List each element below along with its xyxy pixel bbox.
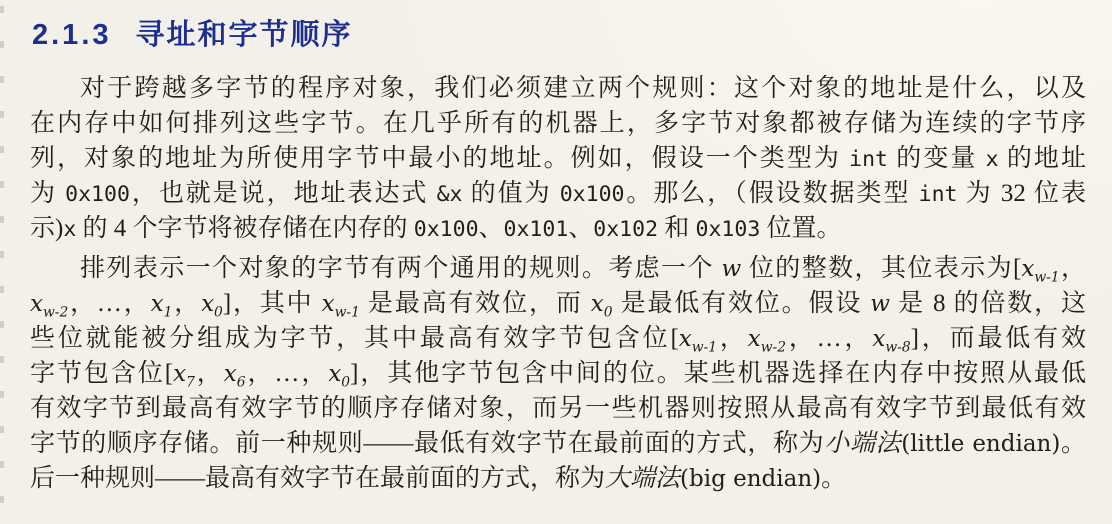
cjk-text: 示): [30, 215, 64, 242]
cjk-text: 。: [821, 465, 847, 492]
cjk-text: ，也就是说，地址表达式: [129, 180, 437, 207]
cjk-text: 、: [568, 215, 594, 242]
cjk-text: 。: [1060, 430, 1086, 457]
latin-text: (little endian): [901, 431, 1061, 457]
cjk-text: 的变量: [888, 145, 986, 172]
cjk-text: 是最高有效位，而: [359, 290, 591, 317]
text-line: [30, 71, 1086, 106]
math-subscript: 6: [236, 374, 246, 391]
math-var: $x_0$: [328, 361, 351, 391]
cjk-text: 字节包含位[: [30, 360, 174, 387]
code-token: &x: [436, 182, 463, 207]
math-var: $x_1$: [150, 291, 173, 321]
cjk-text: 后一种规则——最高有效字节在最前面的方式，称为: [30, 465, 606, 492]
cjk-text: 些位就能被分组成为字节，其中最高有效字节包含位[: [30, 325, 679, 352]
math-subscript: 1: [163, 304, 173, 321]
code-token: int: [918, 182, 958, 207]
cjk-text: ]，而最低有效: [910, 325, 1086, 352]
latin-text: (big endian): [680, 466, 822, 492]
cjk-text: ]，其他字节包含中间的位。某些机器选择在内存中按照从最低: [350, 360, 1086, 387]
paragraph: [30, 71, 1086, 246]
cjk-text: 的 4 个字节将被存储在内存的: [76, 215, 414, 242]
cjk-text: ，: [194, 360, 224, 387]
math-var: $x_0$: [590, 291, 613, 321]
cjk-text: 的值为: [462, 180, 560, 207]
cjk-text: 有效字节到最高有效字节的顺序存储对象，而另一些机器则按照从最高有效字节到最低有效: [30, 395, 1086, 422]
code-token: int: [849, 147, 889, 172]
cjk-text: 是最低有效位。假设: [612, 290, 871, 317]
code-token: 0x103: [695, 217, 761, 242]
cjk-text: ，: [1059, 255, 1086, 282]
cjk-text: 字节的顺序存储。前一种规则——最低有效字节在最前面的方式，称为: [30, 430, 825, 457]
math-subscript: 7: [186, 374, 195, 391]
cjk-text: ，: [717, 325, 748, 352]
cjk-text: ]，其中: [222, 290, 322, 317]
math-var: $x_0$: [201, 291, 223, 321]
text-line: [30, 251, 1086, 286]
math-subscript: w-8: [885, 339, 911, 356]
cjk-text: 为 32 位表: [957, 180, 1086, 207]
math-var: w: [870, 291, 890, 317]
cjk-text: ，…，: [68, 290, 151, 317]
code-token: 0x100: [559, 182, 625, 207]
text-line: [30, 211, 1086, 246]
math-var: $x_{w-2}$: [30, 291, 69, 321]
math-subscript: 0: [603, 304, 613, 321]
cjk-text: 排列表示一个对象的字节有两个通用的规则。考虑一个: [80, 255, 722, 282]
code-token: 0x100: [413, 217, 479, 242]
cjk-text: 位的整数，其位表示为[: [741, 255, 1022, 282]
cjk-text: 为: [30, 180, 66, 207]
text-line: [30, 426, 1086, 461]
math-var: $x_{w-8}$: [872, 326, 911, 356]
math-subscript: 0: [341, 374, 351, 391]
emphasis-term: 大端法: [605, 465, 681, 492]
math-subscript: w-1: [1034, 269, 1060, 286]
cjk-text: 位置。: [760, 215, 842, 242]
math-var: $x_{w-1}$: [321, 291, 360, 321]
section-heading: [32, 16, 1086, 54]
body-text: [30, 71, 1086, 496]
scan-edge-artifact: [0, 6, 4, 524]
cjk-text: 列，对象的地址为所使用字节中最小的地址。例如，假设一个类型为: [30, 145, 850, 172]
cjk-text: 。那么，（假设数据类型: [624, 180, 919, 207]
cjk-text: 在内存中如何排列这些字节。在几乎所有的机器上，多字节对象都被存储为连续的字节序: [30, 110, 1086, 137]
code-token: 0x100: [65, 182, 130, 207]
text-line: [30, 106, 1086, 141]
cjk-text: 是 8 的倍数，这: [889, 290, 1086, 317]
math-var: w: [721, 256, 742, 282]
math-subscript: w-1: [334, 304, 360, 321]
text-line: [30, 461, 1086, 496]
math-var: $x_7$: [173, 361, 195, 391]
text-line: [30, 391, 1086, 426]
cjk-text: 对于跨越多字节的程序对象，我们必须建立两个规则：这个对象的地址是什么，以及: [80, 75, 1086, 102]
cjk-text: 的地址: [998, 145, 1086, 172]
code-token: 0x102: [593, 217, 659, 242]
math-subscript: w-1: [691, 339, 718, 356]
cjk-text: ，…，: [245, 360, 329, 387]
math-var: $x_{w-2}$: [747, 326, 786, 356]
math-subscript: w-2: [42, 304, 69, 321]
section-title: 寻址和字节顺序: [135, 19, 353, 51]
math-var: $x_{w-1}$: [1021, 256, 1060, 286]
code-token: x: [63, 217, 77, 242]
paragraph: [30, 251, 1086, 496]
section-number: 2.1.3: [32, 19, 112, 51]
cjk-text: 、: [478, 215, 504, 242]
math-var: $x_6$: [223, 361, 246, 391]
cjk-text: 和: [658, 215, 696, 242]
cjk-text: ，: [172, 290, 202, 317]
math-var: $x_{w-1}$: [678, 326, 718, 356]
text-line: [30, 141, 1086, 176]
emphasis-term: 小端法: [824, 430, 902, 457]
code-token: x: [985, 147, 999, 172]
math-subscript: w-2: [760, 339, 786, 356]
code-token: 0x101: [503, 217, 569, 242]
text-line: [30, 321, 1086, 356]
text-line: [30, 286, 1086, 321]
math-subscript: 0: [214, 304, 223, 321]
text-line: [30, 356, 1086, 391]
cjk-text: ，…，: [785, 325, 873, 352]
text-line: [30, 176, 1086, 211]
